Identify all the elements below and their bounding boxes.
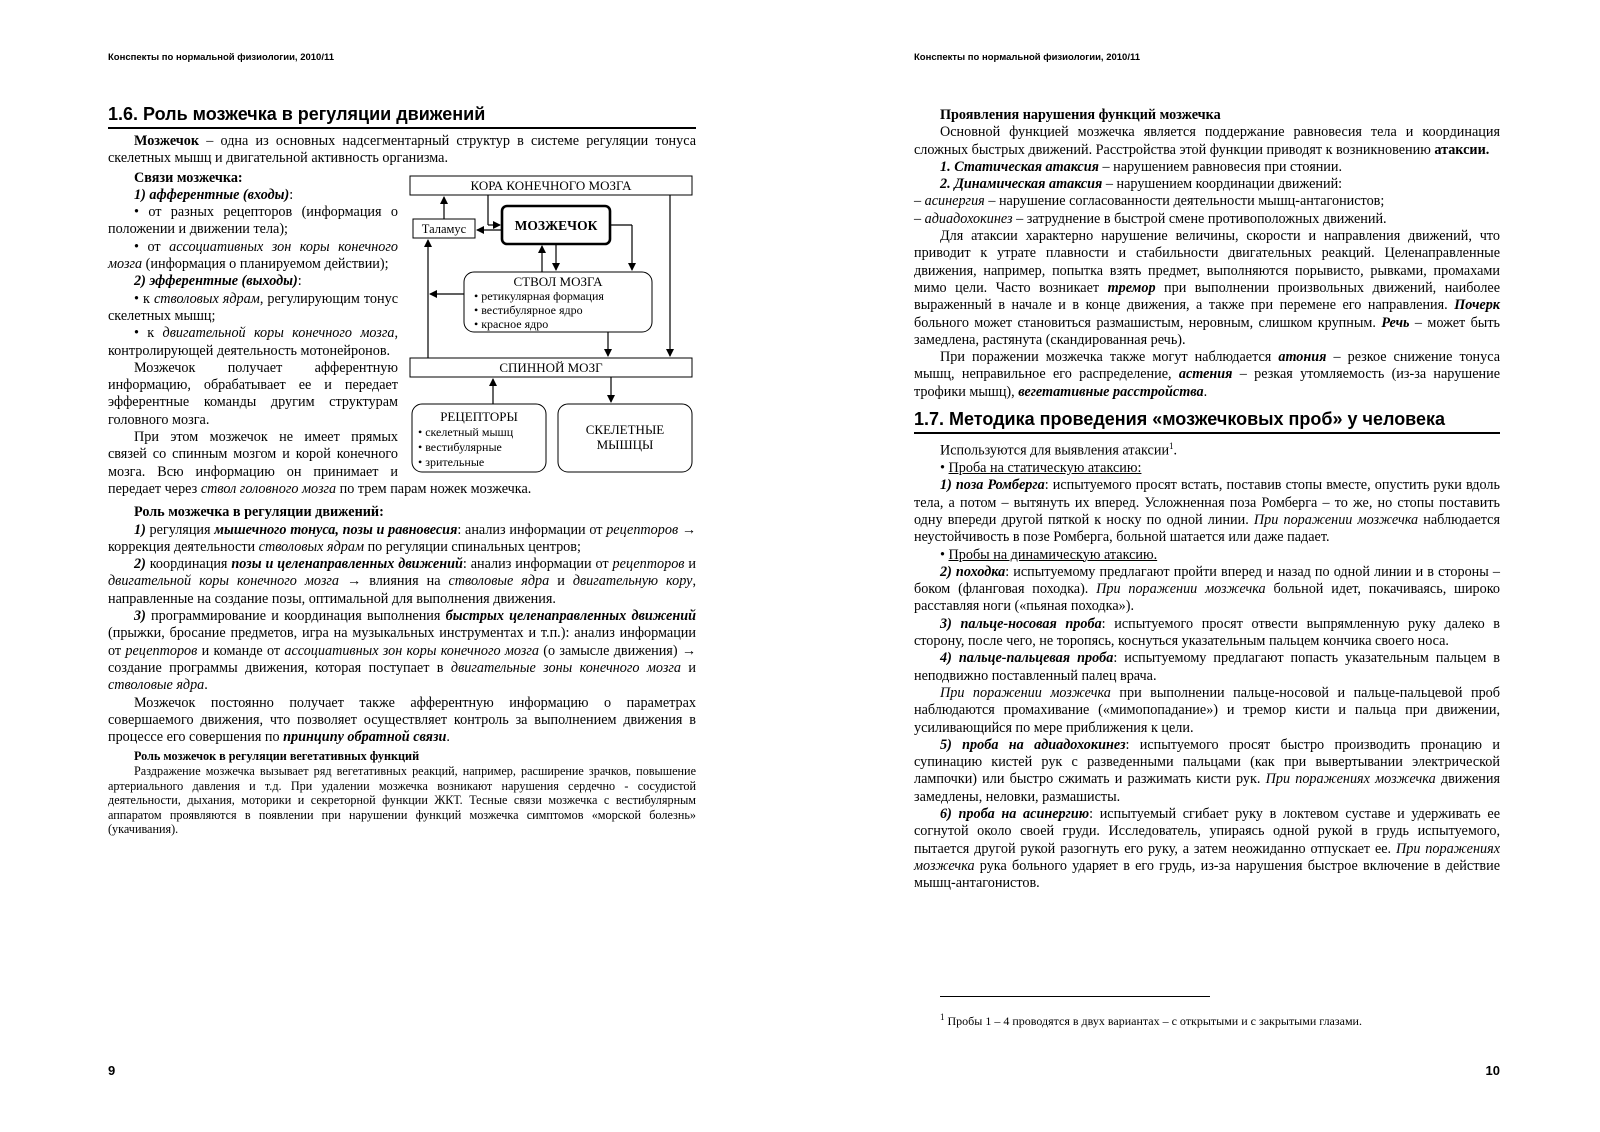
paragraph: Для атаксии характерно нарушение величины, скорости и направления движений, что приводит к утрате плавности и стабильности двигательных реакций. Целенаправленные движения, например, попытка взять предмет, выполняются порывисто, рывками, промахами мимо цели. Часто возникает тремор при выполнении произвольных движений, наиболее выраженный в начале и в конце движения, а также при перемене его направления. Почерк больного может становиться размашистым, неровным, слишком крупным. Речь – может быть замедлена, растянута (скандированная речь). [914, 228, 1500, 348]
test-item: 6) проба на асинергию: испытуемый сгибает руку в локтевом суставе и удерживать ее согнутой около своей груди. Исследователь, упираясь одной рукой в грудь испытуемого, пытается другой рукой разогнуть его руку, а затем неожиданно отпускает ее. При поражениях мозжечка рука больного ударяет в его грудь, из-за нарушения быстрое включение в действие мышц-антагонистов. [914, 806, 1501, 892]
disorders-heading: Проявления нарушения функций мозжечка [940, 107, 1221, 123]
test-group-heading: • Проба на статическую атаксию: [940, 460, 1142, 477]
page-number: 10 [1485, 1063, 1500, 1078]
efferent-item: • к стволовых ядрам, регулирующим тонус скелетных мышц; [108, 290, 398, 324]
test-group-heading: • Пробы на динамическую атаксию. [940, 546, 1158, 563]
role-item: 3) программирование и координация выполнения быстрых целенаправленных движений (прыжки, бросание предметов, игра на музыкальных инструментах и т.п.): анализ информации от рецепторов и команде от ассоциативных зон коры конечного мозга (о замысле движения) → создание программы движения, которая поступает в двигательные зоны конечного мозга и стволовые ядра. [108, 608, 697, 694]
role-item: 2) координация позы и целенаправленных движений: анализ информации от рецепторов и двигательной коры конечного мозга → влияния на стволовые ядра и двигательную кору, направленные на создание позы, оптимальной для выполнения движения. [108, 556, 696, 607]
brainstem-item: • красное ядро [474, 316, 549, 331]
test-item: 1) поза Ромберга: испытуемого просят встать, поставив стопы вместе, опустить руки вдоль тела, а потом – вытянуть их вперед. Усложненная поза Ромберга – то же, но стопы поставить одну впереди другой пяткой к носку по одной линии. При поражении мозжечка наблюдается неустойчивость в позе Ромберга, больной шатается или даже падает. [914, 477, 1500, 546]
footnote: $^1$ Пробы 1 – 4 проводятся в двух вариантах – с открытыми и с закрытыми глазами. [940, 1012, 1362, 1028]
cerebellum-label: МОЗЖЕЧОК [514, 217, 598, 233]
test-item: 3) пальце-носовая проба: испытуемого просят отвести выпрямленную руку далеко в сторону, после чего, не торопясь, коснуться указательным пальцем кончика своего носа. [914, 615, 1500, 650]
afferent-item: • от ассоциативных зон коры конечного мозга (информация о планируемом действии); [108, 238, 399, 273]
ataxia-item: 2. Динамическая атаксия – нарушением координации движений: [940, 176, 1343, 193]
vegetative-paragraph: Раздражение мозжечка вызывает ряд вегетативных реакций, например, расширение зрачков, повышение артериального давления и т.д. При удалении мозжечка возникают нарушения сердечно - сосудистой деятельности, дыхания, моторики и секреторной функции ЖКТ. Тесные связи мозжечка с вестибулярным аппаратом проявляются в появлении при нарушении функций мозжечка симптомов «морской болезнь» (укачивания). [108, 763, 696, 837]
brainstem-label: СТВОЛ МОЗГА [513, 273, 603, 289]
running-head: Конспекты по нормальной физиологии, 2010/11 [914, 52, 1141, 63]
receptor-item: • скелетный мышц [418, 424, 514, 439]
muscles-label: МЫШЦЫ [596, 436, 654, 452]
brainstem-item: • ретикулярная формация [474, 288, 604, 303]
section-title: 1.6. Роль мозжечка в регуляции движений [108, 104, 696, 129]
cerebellum-connections-diagram [408, 168, 696, 474]
role-heading: Роль мозжечка в регуляции движений: [134, 504, 384, 521]
ataxia-item: 1. Статическая атаксия – нарушением равновесия при стоянии. [940, 158, 1343, 175]
afferent-label: 1) афферентные (входы): [134, 186, 294, 203]
paragraph: Мозжечок получает афферентную информацию, обрабатывает ее и передает эфферентные команды другим структурам головного мозга. [108, 359, 398, 428]
paragraph: При поражении мозжечка также могут наблюдается атония – резкое снижение тонуса мышц, неправильное его распределение, астения – резкая утомляемость (из-за нарушение трофики мышц), вегетативные расстройства. [914, 349, 1501, 400]
role-item: 1) регуляция мышечного тонуса, позы и равновесия: анализ информации от рецепторов → коррекция деятельности стволовых ядрам по регуляции спинальных центров; [108, 521, 697, 555]
ataxia-subitem: – адиадохокинез – затруднение в быстрой смене противоположных движений. [914, 210, 1387, 227]
intro-paragraph: Мозжечок – одна из основных надсегментарный структур в системе регуляции тонуса скелетных мышц и двигательной активность организма. [108, 133, 696, 167]
efferent-label: 2) эфферентные (выходы): [134, 273, 302, 290]
paragraph: При поражении мозжечка при выполнении пальце-носовой и пальце-пальцевой проб наблюдаются промахивание («мимопопадание») и тремор кисти и пальца при движении, усиливающийся по мере приближения к цели. [914, 684, 1500, 736]
page-right [800, 0, 1600, 1132]
receptor-item: • вестибулярные [418, 439, 502, 454]
receptors-label: РЕЦЕПТОРЫ [440, 408, 518, 424]
spinal-cord-label: СПИННОЙ МОЗГ [499, 359, 603, 375]
footnote-rule [940, 996, 1210, 997]
vegetative-heading: Роль мозжечок в регуляции вегетативных функций [134, 749, 420, 764]
section-title: 1.7. Методика проведения «мозжечковых проб» у человека [914, 409, 1500, 434]
running-head: Конспекты по нормальной физиологии, 2010/11 [108, 52, 335, 63]
paragraph: Основной функцией мозжечка является поддержание равновесия тела и координация сложных быстрых движений. Расстройства этой функции приводят к возникновению атаксии. [914, 124, 1500, 158]
afferent-item: • от разных рецепторов (информация о положении и движении тела); [108, 204, 398, 238]
ataxia-subitem: – асинергия – нарушение согласованности деятельности мышц-антагонистов; [914, 193, 1385, 210]
test-item: 4) пальце-пальцевая проба: испытуемому предлагают попасть указательным пальцем в неподвижно поставленный палец врача. [914, 650, 1501, 684]
thalamus-label: Таламус [421, 221, 467, 236]
test-item: 2) походка: испытуемому предлагают пройти вперед и назад по одной линии и в стороны – боком (фланговая походка). При поражении мозжечка больной идет, покачиваясь, широко расставляя ноги («пьяная походка»). [914, 563, 1501, 615]
links-heading: Связи мозжечка: [134, 169, 243, 186]
right-column [914, 107, 1500, 893]
page-number: 9 [108, 1063, 116, 1078]
receptor-item: • зрительные [418, 454, 485, 469]
paragraph: Используются для выявления атаксии$^1$. [940, 441, 1178, 459]
muscles-label: СКЕЛЕТНЫЕ [585, 421, 665, 437]
brainstem-item: • вестибулярное ядро [474, 302, 583, 317]
test-item: 5) проба на адиадохокинез: испытуемого просят быстро производить пронацию и супинацию кистей рук с разведенными пальцами (как при вывертывании электрической лампочки) или быстро сжимать и разжимать кисти рук. При поражениях мозжечка движения замедлены, неловки, размашисты. [914, 736, 1501, 805]
footnote-ref: 1 [1169, 441, 1174, 452]
efferent-item: • к двигательной коры конечного мозга, контролирующей деятельность мотонейронов. [108, 325, 399, 359]
paragraph: Мозжечок постоянно получает также афферентную информацию о параметрах совершаемого движения, что позволяет осуществляет контроль за выполнением движения в процессе его совершения по принципу обратной связи. [108, 694, 696, 746]
left-column [108, 104, 696, 837]
paragraph: При этом мозжечок не имеет прямых связей со спинным мозгом и корой конечного мозга. Всю информацию он принимает и передает через ствол головного мозга по трем парам ножек мозжечка. [108, 429, 532, 497]
cortex-label: КОРА КОНЕЧНОГО МОЗГА [470, 177, 632, 193]
